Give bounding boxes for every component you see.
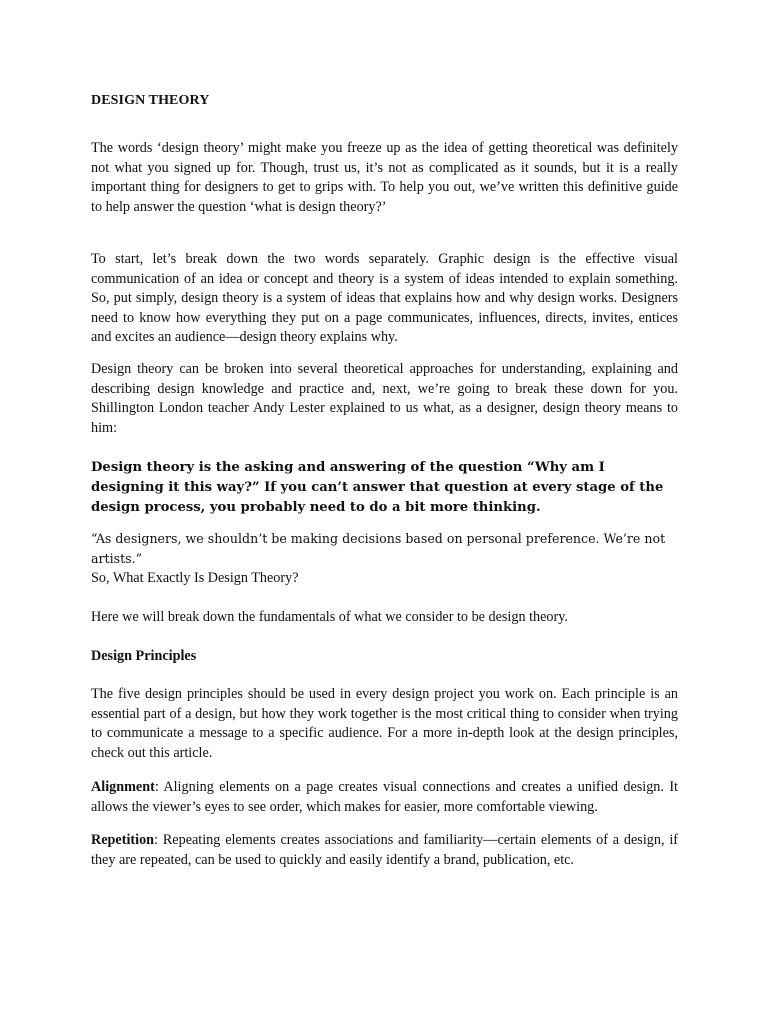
bold-quote: Design theory is the asking and answering of the question “Why am I designing it this way?” If you can’t answer that question at every stage of the design process, you probably need to do a bit more thinking.: [91, 460, 664, 515]
question-paragraph: So, What Exactly Is Design Theory?: [91, 570, 299, 586]
repetition-text: : Repeating elements creates associations and familiarity—certain elements of a design, if they are repeated, can be used to quickly and easily identify a brand, publication, etc.: [91, 832, 678, 868]
fundamentals-paragraph: Here we will break down the fundamentals of what we consider to be design theory.: [91, 609, 568, 625]
repetition-term: Repetition: [91, 832, 155, 848]
intro-paragraph: The words ‘design theory’ might make you freeze up as the idea of getting theoretical was definitely not what you signed up for. Though, trust us, it’s not as complicated as it sounds, but it is a really important thing for designers to get to grips with. To help you out, we’ve written this definitive guide to help answer the question ‘what is design theory?’: [91, 140, 678, 215]
repetition-paragraph: [91, 831, 678, 870]
alignment-text: : Aligning elements on a page creates visual connections and creates a unified design. It allows the viewer’s eyes to see order, which makes for easier, more comfortable viewing.: [91, 779, 678, 815]
alignment-term: Alignment: [91, 779, 155, 795]
definition-paragraph: To start, let’s break down the two words separately. Graphic design is the effective visual communication of an idea or concept and theory is a system of ideas intended to explain something. So, put simply, design theory is a system of ideas that explains how and why design works. Designers need to know how everything they put on a page communicates, influences, directs, invites, entices and excites an audience—design theory explains why.: [91, 251, 678, 346]
approaches-paragraph: Design theory can be broken into several theoretical approaches for understanding, explaining and describing design knowledge and practice and, next, we’re going to break these down for you. Shillington London teacher Andy Lester explained to us what, as a designer, design theory means to him:: [91, 361, 678, 436]
principles-heading: Design Principles: [91, 648, 197, 664]
quote-paragraph: “As designers, we shouldn’t be making decisions based on personal preference. We’re not artists.”: [91, 531, 666, 566]
alignment-paragraph: [91, 778, 678, 817]
principles-intro-paragraph: The five design principles should be used in every design project you work on. Each principle is an essential part of a design, but how they work together is the most critical thing to consider when trying to communicate a message to a specific audience. For a more in-depth look at the design principles, check out this article.: [91, 686, 678, 761]
document-title: DESIGN THEORY: [91, 93, 210, 108]
